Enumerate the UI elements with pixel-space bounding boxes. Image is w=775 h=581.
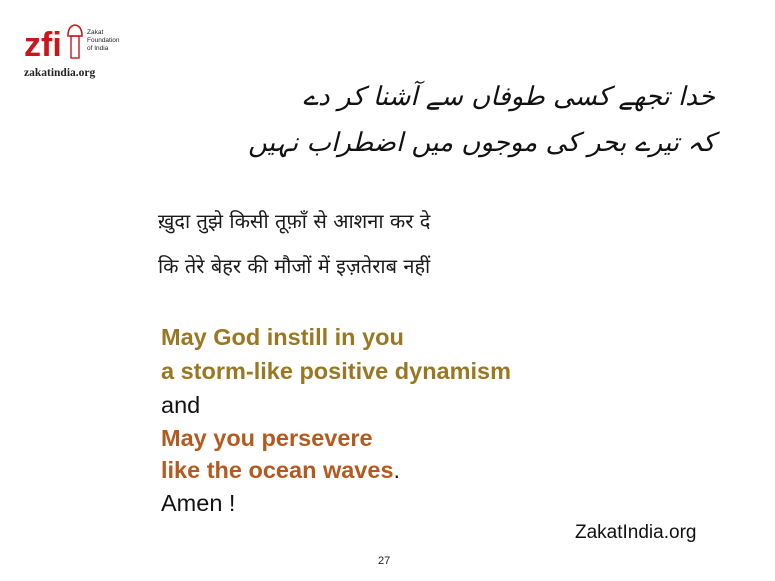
urdu-line-2: کہ تیرے بحر کی موجوں میں اضطراب نہیں [248,128,715,158]
zfi-logo-mark [24,22,86,62]
hindi-line-1: ख़ुदा तुझे किसी तूफ़ाँ से आशना कर दे [158,209,431,233]
english-line-5-period: . [393,457,401,483]
logo-org-name [87,29,120,53]
urdu-line-1: خدا تجھے کسی طوفاں سے آشنا کر دے [302,82,715,112]
english-line-5-text: like the ocean waves [161,457,394,483]
english-line-6: Amen ! [161,490,236,516]
english-line-3: and [161,392,201,418]
english-line-4: May you persevere [161,425,373,451]
logo-org-line3: of India [87,45,109,52]
hindi-line-2: कि तेरे बेहर की मौजों में इज़तेराब नहीं [158,254,431,278]
logo-org-line2: Foundation [87,37,120,44]
logo-org-line1: Zakat [87,29,104,36]
english-line-5 [161,454,400,486]
logo [24,22,134,82]
english-line-2: a storm-like positive dynamism [161,358,512,384]
english-line-1: May God instill in you [161,324,404,350]
logo-url: zakatindia.org [24,67,96,79]
logo-letters: zfi [24,26,62,62]
page-number: 27 [378,555,391,567]
footer-url: ZakatIndia.org [575,522,697,543]
